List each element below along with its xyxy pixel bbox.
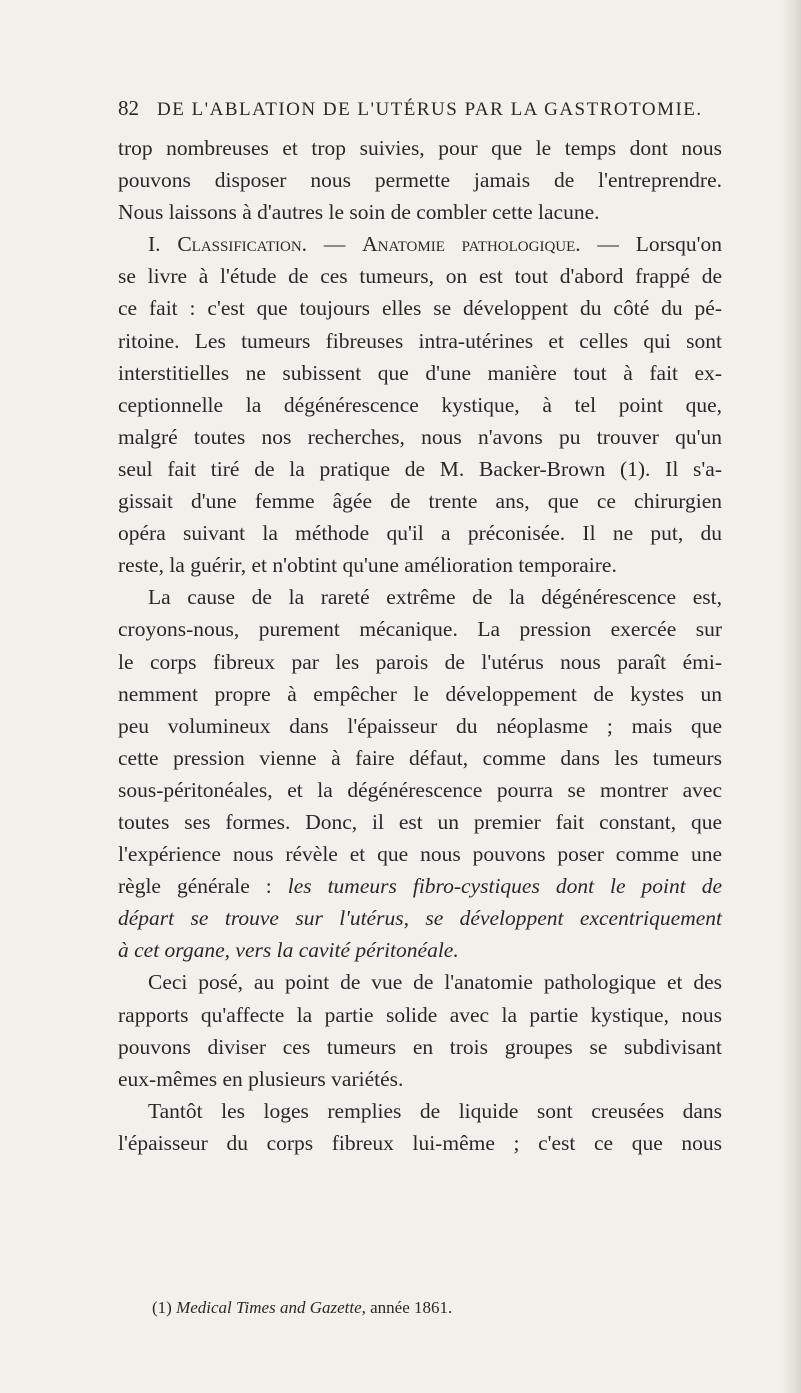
text-line: peu volumineux dans l'épaisseur du néoplasme ; mais que [118, 713, 722, 738]
text-line: interstitielles ne subissent que d'une manière tout à fait ex- [118, 360, 722, 385]
text-line: l'expérience nous révèle et que nous pouvons poser comme une [118, 842, 722, 867]
text-line: eux-mêmes en plusieurs variétés. [118, 1066, 404, 1091]
footnote [152, 1298, 712, 1318]
text-line: ce fait : c'est que toujours elles se développent du côté du pé- [118, 296, 722, 321]
text-line: malgré toutes nos recherches, nous n'avons pu trouver qu'un [118, 424, 722, 449]
text-line: toutes ses formes. Donc, il est un premier fait constant, que [118, 809, 722, 834]
footnote-marker: (1) [152, 1298, 172, 1317]
text-line: gissait d'une femme âgée de trente ans, que ce chirurgien [118, 489, 722, 514]
text-line: sous-péritonéales, et la dégénérescence pourra se montrer avec [118, 777, 722, 802]
text-line [118, 934, 722, 966]
text-line: cette pression vienne à faire défaut, comme dans les tumeurs [118, 745, 722, 770]
text-line: ceptionnelle la dégénérescence kystique, à tel point que, [118, 392, 722, 417]
text-fragment: règle générale : [118, 874, 288, 899]
text-line: La cause de la rareté extrême de la dégénérescence est, [148, 585, 722, 610]
text-line: seul fait tiré de la pratique de M. Backer-Brown (1). Il s'a- [118, 456, 722, 481]
section-number: I. [148, 232, 161, 257]
italic-emphasis: les tumeurs fibro-cystiques dont le point de [287, 874, 723, 899]
text-line: pouvons diviser ces tumeurs en trois groupes se subdivisant [118, 1034, 722, 1059]
text-line: rapports qu'affecte la partie solide avec la partie kystique, nous [118, 1002, 722, 1027]
section-heading-line [118, 228, 722, 260]
text-line [118, 902, 722, 934]
text-line: nemment propre à empêcher le développement de kystes un [118, 681, 722, 706]
text-line: reste, la guérir, et n'obtint qu'une amélioration temporaire. [118, 553, 617, 578]
italic-emphasis: à cet organe, vers la cavité péritonéale. [118, 938, 459, 963]
text-line: pouvons disposer nous permette jamais de l'entreprendre. [118, 168, 722, 193]
section-title-classification: Classification. [177, 232, 308, 257]
body-text [118, 132, 722, 1159]
dash: — [580, 232, 636, 257]
text-line: Tantôt les loges remplies de liquide sont creusées dans [148, 1098, 722, 1123]
text-line: ritoine. Les tumeurs fibreuses intra-utérines et celles qui sont [118, 328, 722, 353]
italic-emphasis: départ se trouve sur l'utérus, se développent excentriquement [118, 906, 722, 931]
running-title: DE L'ABLATION DE L'UTÉRUS PAR LA GASTROTOMIE. [157, 99, 703, 120]
text-line: l'épaisseur du corps fibreux lui-même ; c'est ce que nous [118, 1130, 722, 1155]
running-header [118, 96, 718, 121]
section-title-anatomie: Anatomie pathologique. [362, 232, 581, 257]
text-line [118, 870, 722, 902]
text-line: croyons-nous, purement mécanique. La pression exercée sur [118, 617, 722, 642]
text-line: opéra suivant la méthode qu'il a préconisée. Il ne put, du [118, 521, 722, 546]
text-line: le corps fibreux par les parois de l'utérus nous paraît émi- [118, 649, 722, 674]
text-line: trop nombreuses et trop suivies, pour que le temps dont nous [118, 136, 722, 160]
text-line: se livre à l'étude de ces tumeurs, on est tout d'abord frappé de [118, 264, 722, 289]
page-edge-shadow [781, 0, 801, 1393]
text-fragment: Lorsqu'on [635, 232, 722, 257]
text-line: Ceci posé, au point de vue de l'anatomie pathologique et des [148, 970, 722, 995]
footnote-text: , année 1861. [361, 1298, 453, 1317]
footnote-source: Medical Times and Gazette [176, 1298, 362, 1317]
text-line: Nous laissons à d'autres le soin de combler cette lacune. [118, 200, 600, 225]
page-number: 82 [118, 96, 139, 120]
dash: — [307, 232, 363, 257]
